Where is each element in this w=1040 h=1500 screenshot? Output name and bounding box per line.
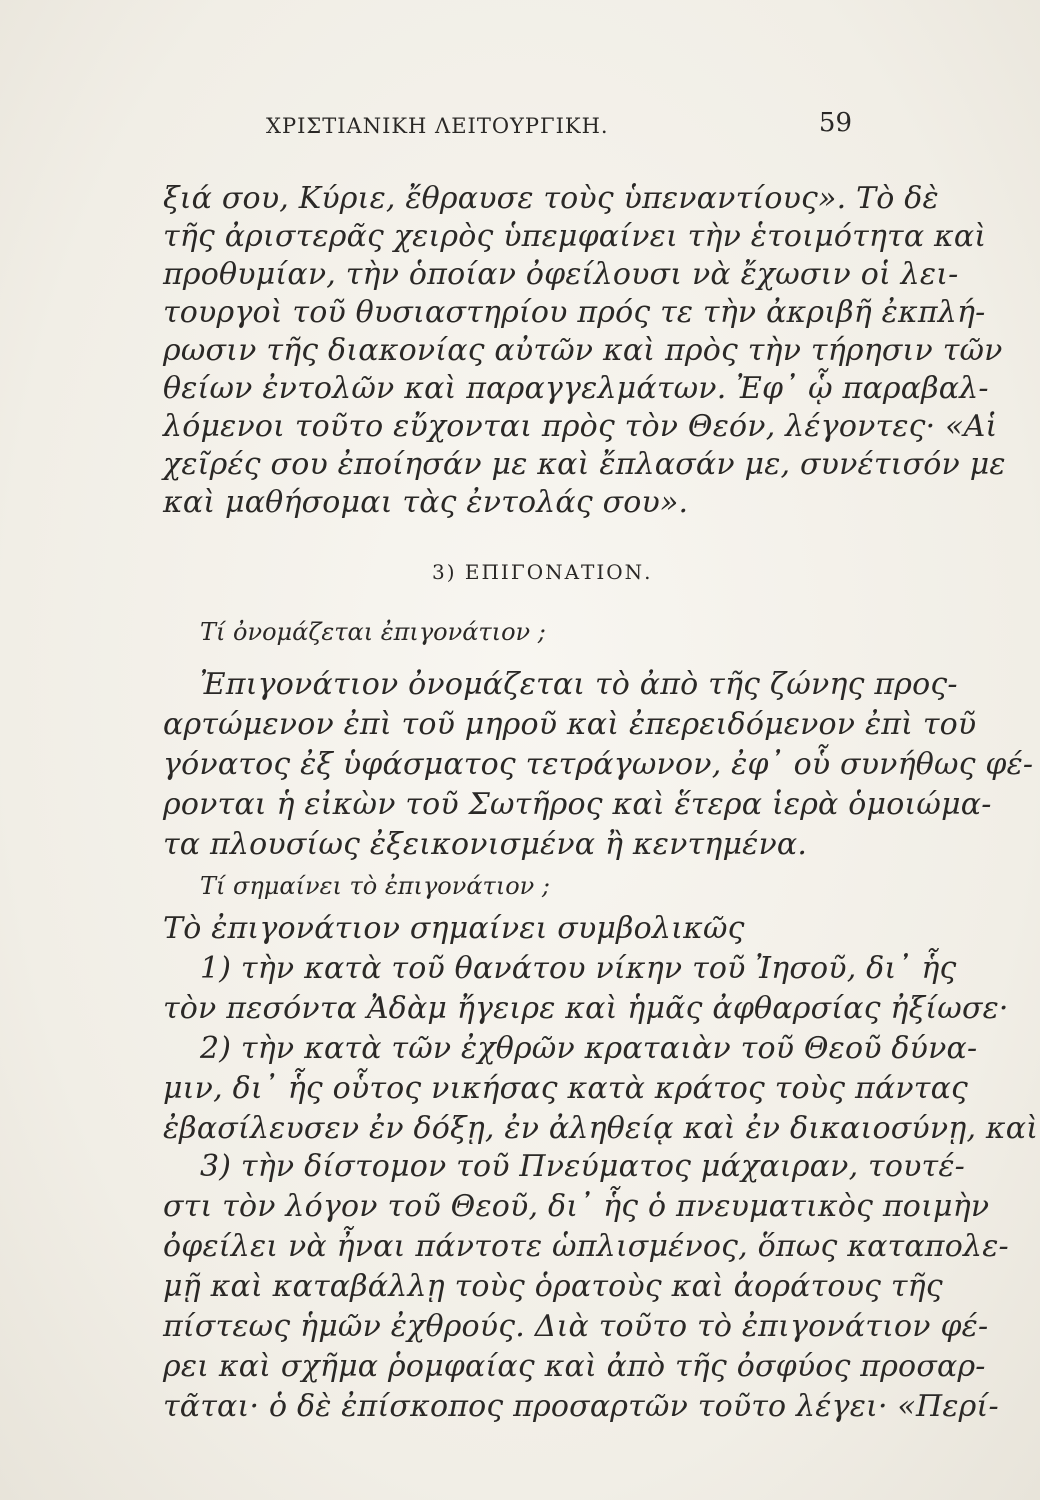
section-heading: 3) ΕΠΙΓΟΝΑΤΙΟΝ. [432, 560, 653, 584]
text-line: ρωσιν τῆς διακονίας αὐτῶν καὶ πρὸς τὴν τήρησιν τῶν [163, 333, 1003, 368]
text-line: ρει καὶ σχῆμα ῥομφαίας καὶ ἀπὸ τῆς ὀσφύος προσαρ- [163, 1349, 986, 1384]
text-line: Τὸ ἐπιγονάτιον σημαίνει συμβολικῶς [163, 911, 745, 946]
text-line: Ἐπιγονάτιον ὀνομάζεται τὸ ἀπὸ τῆς ζώνης προς- [200, 667, 958, 702]
text-line: ρονται ἡ εἰκὼν τοῦ Σωτῆρος καὶ ἕτερα ἱερὰ ὁμοιώμα- [163, 787, 992, 822]
question-heading: Τί σημαίνει τὸ ἐπιγονάτιον ; [200, 872, 550, 900]
text-line: αρτώμενον ἐπὶ τοῦ μηροῦ καὶ ἐπερειδόμενον ἐπὶ τοῦ [163, 707, 977, 742]
text-line: καὶ μαθήσομαι τὰς ἐντολάς σου». [163, 485, 689, 520]
text-line: τῆς ἀριστερᾶς χειρὸς ὑπεμφαίνει τὴν ἑτοιμότητα καὶ [163, 219, 987, 254]
running-head [160, 108, 860, 148]
text-line: ξιά σου, Κύριε, ἔθραυσε τοὺς ὑπεναντίους». Τὸ δὲ [163, 181, 939, 216]
text-line: στι τὸν λόγον τοῦ Θεοῦ, δι᾿ ἧς ὁ πνευματικὸς ποιμὴν [163, 1189, 990, 1224]
text-line: 1) τὴν κατὰ τοῦ θανάτου νίκην τοῦ Ἰησοῦ, δι᾿ ἧς [200, 951, 957, 986]
text-line: ἐβασίλευσεν ἐν δόξῃ, ἐν ἀληθείᾳ καὶ ἐν δικαιοσύνῃ, καὶ [163, 1111, 1039, 1146]
text-line: τὸν πεσόντα Ἀδὰμ ἤγειρε καὶ ἡμᾶς ἀφθαρσίας ἠξίωσε· [163, 991, 1009, 1026]
text-line: 2) τὴν κατὰ τῶν ἐχθρῶν κραταιὰν τοῦ Θεοῦ δύνα- [200, 1031, 978, 1066]
text-line: τουργοὶ τοῦ θυσιαστηρίου πρός τε τὴν ἀκριβῆ ἐκπλή- [163, 295, 986, 330]
text-line: θείων ἐντολῶν καὶ παραγγελμάτων. Ἐφ᾿ ᾧ παραβαλ- [163, 371, 989, 406]
question-heading: Τί ὀνομάζεται ἐπιγονάτιον ; [200, 618, 546, 646]
text-line: λόμενοι τοῦτο εὔχονται πρὸς τὸν Θεόν, λέγοντες· «Αἱ [163, 409, 998, 444]
text-line: τᾶται· ὁ δὲ ἐπίσκοπος προσαρτῶν τοῦτο λέγει· «Περί- [163, 1389, 999, 1424]
running-title: ΧΡΙΣΤΙΑΝΙΚΗ ΛΕΙΤΟΥΡΓΙΚΗ. [266, 114, 609, 138]
page-number: 59 [818, 108, 852, 138]
text-line: μιν, δι᾿ ἧς οὗτος νικήσας κατὰ κράτος τοὺς πάντας [163, 1071, 969, 1106]
text-line: τα πλουσίως ἐξεικονισμένα ἢ κεντημένα. [163, 827, 808, 862]
text-line: ὀφείλει νὰ ἦναι πάντοτε ὡπλισμένος, ὅπως καταπολε- [163, 1229, 1009, 1264]
text-line: μῇ καὶ καταβάλλῃ τοὺς ὁρατοὺς καὶ ἀοράτους τῆς [163, 1269, 943, 1304]
text-line: πίστεως ἡμῶν ἐχθρούς. Διὰ τοῦτο τὸ ἐπιγονάτιον φέ- [163, 1309, 989, 1344]
text-line: γόνατος ἐξ ὑφάσματος τετράγωνον, ἐφ᾿ οὗ συνήθως φέ- [163, 747, 1034, 782]
text-line: 3) τὴν δίστομον τοῦ Πνεύματος μάχαιραν, τουτέ- [200, 1149, 965, 1184]
text-line: προθυμίαν, τὴν ὁποίαν ὀφείλουσι νὰ ἔχωσιν οἱ λει- [163, 257, 959, 292]
text-line: χεῖρές σου ἐποίησάν με καὶ ἔπλασάν με, συνέτισόν με [163, 447, 1006, 482]
